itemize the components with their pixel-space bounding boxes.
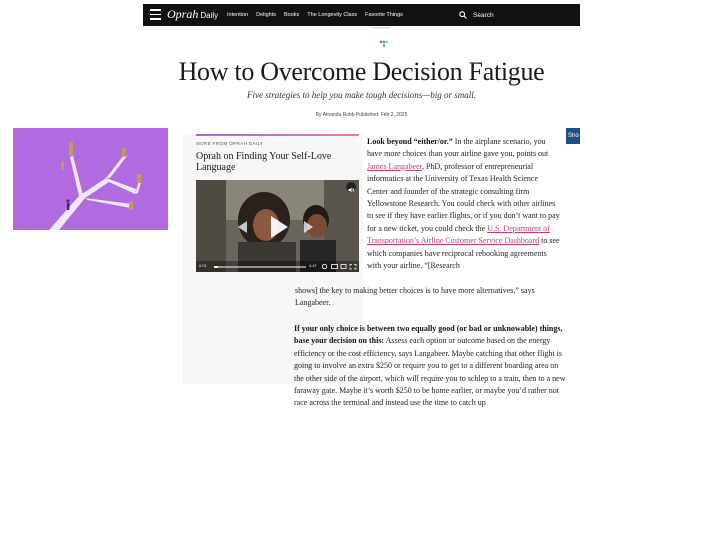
previous-icon[interactable] bbox=[238, 221, 247, 233]
content-fade bbox=[183, 408, 583, 440]
top-nav-bar bbox=[143, 4, 580, 26]
side-button[interactable]: Sho bbox=[566, 128, 580, 144]
search-button[interactable] bbox=[459, 4, 494, 26]
nav-link-books[interactable]: Books bbox=[283, 12, 300, 18]
mute-icon[interactable] bbox=[346, 182, 356, 192]
nav-link-favorite-things[interactable]: Favorite Things bbox=[365, 12, 403, 18]
video-progress-bar[interactable] bbox=[214, 266, 306, 268]
captions-icon[interactable] bbox=[332, 265, 338, 269]
link-james-langabeer[interactable]: James Langabeer bbox=[367, 161, 422, 171]
body-paragraph-1-continued: shows] the key to making better choices is to have more alternatives,” says Langabeer. bbox=[295, 286, 535, 308]
menu-icon[interactable] bbox=[150, 9, 161, 20]
nav-link-longevity-class[interactable]: The Longevity Class bbox=[307, 12, 358, 18]
p1-lead: Look beyond “either/or.” bbox=[367, 137, 453, 146]
play-icon[interactable] bbox=[271, 216, 288, 238]
video-time-current: 0:01 bbox=[199, 263, 207, 268]
p2-lead: If your only choice is between two equally good (or bad or unknowable) things, base your decision on this: bbox=[294, 324, 563, 346]
search-icon bbox=[459, 11, 467, 19]
article-title: How to Overcome Decision Fatigue bbox=[178, 57, 545, 86]
article-byline: By Amanda Robb Published: Feb 2, 2025 bbox=[315, 112, 408, 118]
nav-link-intention[interactable]: Intention bbox=[227, 12, 249, 18]
next-icon[interactable] bbox=[304, 221, 313, 233]
video-control-icons bbox=[321, 263, 357, 270]
settings-icon[interactable] bbox=[322, 264, 326, 268]
search-label: Search bbox=[473, 11, 494, 19]
article-subtitle: Five strategies to help you make tough decisions—big or small. bbox=[247, 90, 476, 100]
site-logo[interactable]: Oprah Daily bbox=[167, 7, 219, 21]
divider bbox=[372, 27, 390, 29]
pip-icon[interactable] bbox=[341, 265, 346, 269]
sidebar-illustration[interactable] bbox=[13, 128, 168, 230]
promo-title[interactable]: Oprah on Finding Your Self-Love Language bbox=[196, 151, 332, 173]
video-time-total: 4:47 bbox=[309, 263, 317, 268]
promo-label: MORE FROM OPRAH DAILY bbox=[196, 141, 264, 146]
body-paragraph-1: Look beyond “either/or.” In the airplane scenario, you have more choices than your airline gave you, points out James Langabeer, PhD, professor of entrepreneurial informatics at the University of Texas Health Science Center and founder of the strategic consulting firm Yellowstone Research. You could check with other airlines to see if they have earlier flights, or if you don’t want to pay for a new ticket, you could check the U.S. Department of Transportation’s Airline Customer Service Dashboard to see which companies have reciprocal rebooking agreements with your airline. “[Research bbox=[367, 137, 560, 271]
video-progress-fill bbox=[214, 266, 218, 268]
fullscreen-icon[interactable] bbox=[350, 265, 356, 270]
link-dot-dashboard[interactable]: U.S. Department of Transportation’s Airline Customer Service Dashboard bbox=[367, 223, 550, 246]
nav-link-delights[interactable]: Delights bbox=[256, 12, 276, 18]
branching-path-illustration bbox=[13, 128, 168, 230]
nav-links bbox=[227, 4, 403, 26]
brand-dots-icon bbox=[379, 40, 389, 48]
promo-accent-bar bbox=[196, 134, 359, 136]
body-paragraph-2: If your only choice is between two equally good (or bad or unknowable) things, base your decision on this: Assess each option or outcome based on the energy efficiency or the cost efficiency, says Langabeer. Maybe catching that other flight is going to involve an extra $250 or require you to get to a different boarding area on the other side of the airport, which will require you to schlep to a train, then to a new faraway gate. Maybe it’s worth $250 to be home earlier, or maybe you’d rather not race across the terminal and instead use the time to catch up bbox=[294, 324, 566, 408]
